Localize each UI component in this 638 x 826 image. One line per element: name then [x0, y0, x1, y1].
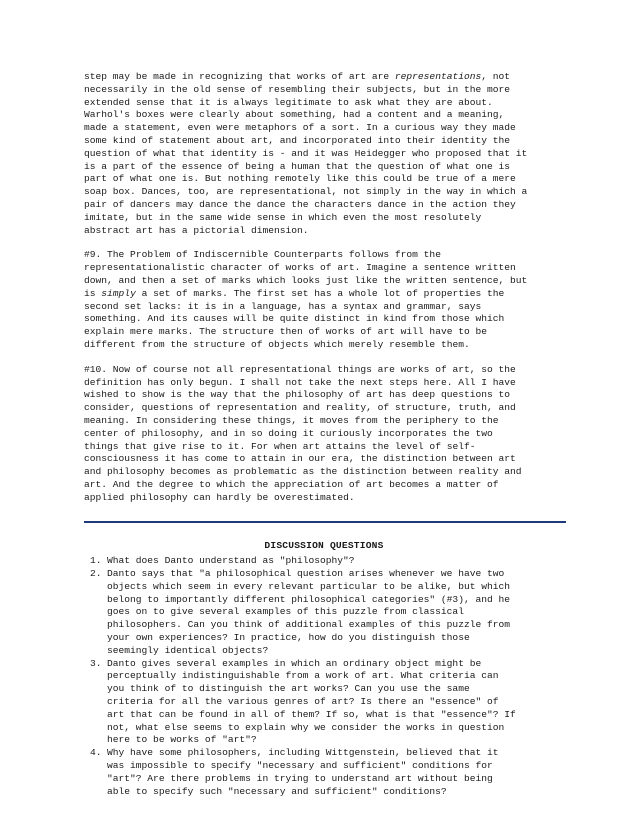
question-line: Why have some philosophers, including Wittgenstein, believed that it	[107, 747, 499, 759]
text-run: something. And its causes will be quite distinct in kind from those which	[84, 313, 505, 325]
question-line: seemingly identical objects?	[107, 644, 269, 656]
text-line	[84, 199, 516, 210]
text-line	[84, 275, 527, 286]
text-line	[84, 415, 499, 426]
text-run: art. And the degree to which the appreciation of art becomes a matter of	[84, 478, 499, 490]
text-line	[84, 326, 487, 337]
text-line	[84, 84, 510, 95]
question-line: able to specify such "necessary and sufficient" conditions?	[107, 785, 447, 797]
text-run: , not	[481, 71, 511, 82]
question-line: criteria for all the various genres of art? Is there an "essence" of	[107, 696, 499, 708]
question-item	[84, 555, 564, 568]
text-line	[84, 466, 522, 477]
question-text	[107, 568, 564, 658]
question-line: was impossible to specify "necessary and sufficient" conditions for	[107, 760, 493, 772]
text-run: and philosophy becomes as problematic as the distinction between reality and	[84, 466, 522, 478]
question-line: philosophers. Can you think of additional examples of this puzzle from	[107, 619, 511, 631]
text-line	[84, 225, 309, 236]
question-line: What does Danto understand as "philosophy"?	[107, 555, 355, 567]
question-line: you think of to distinguish the art works? Can you use the same	[107, 683, 470, 695]
text-run: applied philosophy can hardly be overestimated.	[84, 491, 355, 503]
text-line	[84, 288, 504, 299]
text-run: meaning. In considering these things, it moves from the periphery to the	[84, 414, 499, 426]
question-line: your own experiences? In practice, how do you distinguish those	[107, 632, 470, 644]
text-run: pair of dancers may dance the dance the characters dance in the action they	[84, 198, 516, 210]
text-run: second set lacks: it is in a language, has a syntax and grammar, says	[84, 300, 482, 312]
question-number: 1.	[90, 555, 102, 567]
question-item	[84, 747, 564, 798]
text-line	[84, 186, 527, 197]
text-run: part of what one is. But nothing remotely like this could be true of a mere	[84, 173, 516, 185]
question-item	[84, 568, 564, 658]
question-line: not, what else seems to explain why we consider the works in question	[107, 721, 505, 733]
question-line: objects which seem in every relevant particular to be alike, but which	[107, 580, 511, 592]
text-line	[84, 479, 499, 490]
text-run: imitate, but in the same wide sense in which even the most resolutely	[84, 211, 482, 223]
question-text	[107, 747, 564, 798]
text-line	[84, 249, 441, 260]
question-line: goes on to give several examples of this puzzle from classical	[107, 606, 464, 618]
text-line	[84, 173, 516, 184]
text-line	[84, 301, 481, 312]
text-run: consider, questions of representation and reality, of structure, truth, and	[84, 402, 516, 414]
text-line	[84, 453, 516, 464]
text-run: a set of marks. The first set has a whole lot of properties the	[135, 287, 505, 299]
question-line: belong to importantly different philosophical categories" (#3), and he	[107, 593, 511, 605]
question-number: 4.	[90, 747, 102, 759]
text-line	[84, 492, 355, 503]
question-line: art that can be found in all of them? If so, what is that "essence"? If	[107, 708, 516, 720]
text-line	[84, 377, 516, 388]
text-run: abstract art has a pictorial dimension.	[84, 224, 309, 236]
question-text	[107, 658, 564, 748]
text-run: some kind of statement about art, and incorporated into their identity the	[84, 134, 511, 146]
question-line: here to be works of "art"?	[107, 734, 257, 746]
text-run: Warhol's boxes were clearly about something, had a content and a meaning,	[84, 109, 505, 121]
text-line	[84, 441, 476, 452]
text-line	[84, 71, 510, 82]
text-line	[84, 428, 493, 439]
question-number: 2.	[90, 568, 102, 580]
text-run: necessarily in the old sense of resembling their subjects, but in the more	[84, 83, 511, 95]
question-line: perceptually indistinguishable from a work of art. What criteria can	[107, 670, 499, 682]
text-line	[84, 161, 510, 172]
text-run: explain mere marks. The structure then of works of art will have to be	[84, 326, 488, 338]
paragraph-section-10	[84, 364, 564, 505]
question-line: Danto gives several examples in which an ordinary object might be	[107, 657, 482, 669]
text-run: different from the structure of objects which merely resemble them.	[84, 338, 470, 350]
essay-body	[84, 71, 564, 505]
emphasized-run: representations	[394, 71, 482, 82]
text-run: definition has only begun. I shall not take the next steps here. All I have	[84, 376, 516, 388]
text-line	[84, 212, 481, 223]
text-line	[84, 389, 510, 400]
text-line	[84, 135, 510, 146]
text-run: center of philosophy, and in so doing it curiously incorporates the two	[84, 427, 493, 439]
text-run: things that give rise to it. For when art attains the level of self-	[84, 440, 476, 452]
text-line	[84, 339, 470, 350]
text-run: extended sense that it is always legitimate to ask what they are about.	[84, 96, 493, 108]
text-run: soap box. Dances, too, are representational, not simply in the way in which a	[84, 186, 528, 198]
text-line	[84, 364, 516, 375]
text-run: consciousness it has come to attain in our era, the distinction between art	[84, 453, 516, 465]
paragraph-representations	[84, 71, 564, 237]
discussion-questions-list	[84, 555, 564, 798]
document-page	[84, 71, 564, 798]
question-line: Danto says that "a philosophical question arises whenever we have two	[107, 568, 505, 580]
text-run: step may be made in recognizing that works of art are	[84, 71, 395, 82]
text-line	[84, 122, 516, 133]
text-run: representationalistic character of works of art. Imagine a sentence written	[84, 262, 516, 274]
text-line	[84, 402, 516, 413]
text-line	[84, 313, 504, 324]
question-item	[84, 658, 564, 748]
section-divider	[84, 521, 566, 523]
question-number: 3.	[90, 657, 102, 669]
text-run: #10. Now of course not all representational things are works of art, so the	[84, 363, 516, 375]
text-line	[84, 262, 516, 273]
text-run: made a statement, even were metaphors of a sort. In a curious way they made	[84, 122, 516, 134]
text-run: wished to show is the way that the philosophy of art has deep questions to	[84, 389, 511, 401]
text-run: is a part of the essence of being a human that the question of what one is	[84, 160, 511, 172]
question-text	[107, 555, 564, 568]
text-line	[84, 97, 493, 108]
text-run: is	[84, 287, 102, 299]
paragraph-section-9	[84, 249, 564, 351]
question-line: "art"? Are there problems in trying to understand art without being	[107, 772, 493, 784]
text-run: down, and then a set of marks which looks just like the written sentence, but	[84, 274, 528, 286]
discussion-heading: DISCUSSION QUESTIONS	[264, 539, 384, 551]
text-run: question of what that identity is - and it was Heidegger who proposed that it	[84, 147, 528, 159]
text-run: #9. The Problem of Indiscernible Counterparts follows from the	[84, 249, 441, 261]
text-line	[84, 148, 527, 159]
emphasized-run: simply	[101, 287, 136, 299]
text-line	[84, 109, 504, 120]
